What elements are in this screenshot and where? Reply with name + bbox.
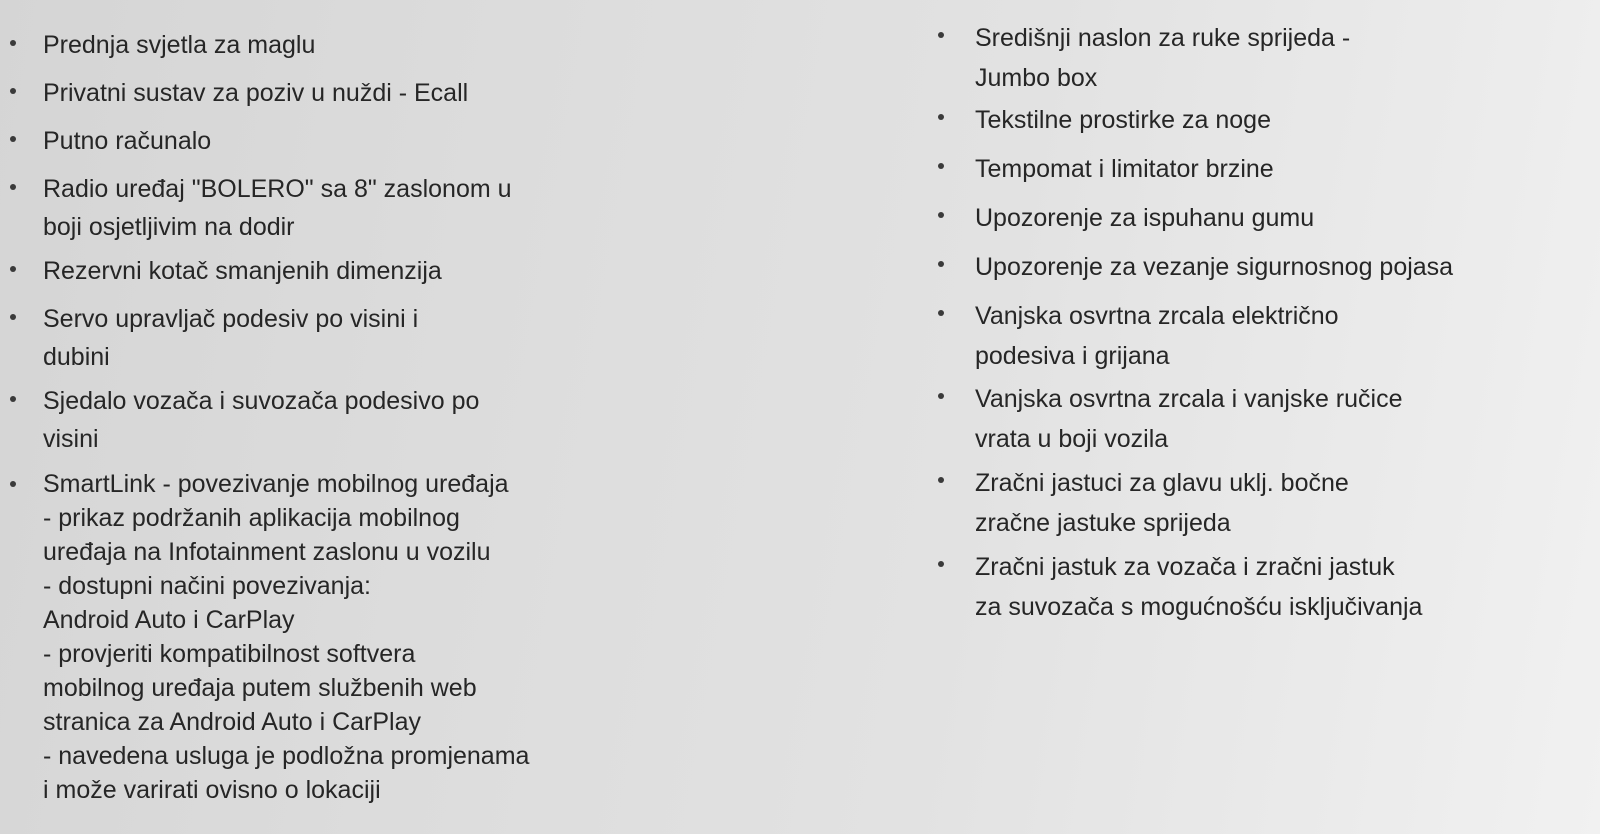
list-item-line: podesiva i grijana bbox=[975, 342, 1170, 370]
list-item-line: Vanjska osvrtna zrcala električno bbox=[975, 302, 1339, 330]
list-item-line: SmartLink - povezivanje mobilnog uređaja bbox=[43, 470, 509, 498]
bullet-icon bbox=[10, 136, 16, 142]
list-item-text bbox=[975, 18, 1350, 98]
bullet-icon bbox=[938, 561, 944, 567]
list-item-line: Android Auto i CarPlay bbox=[43, 606, 295, 634]
list-item-text bbox=[43, 300, 418, 376]
list-item-line: - navedena usluga je podložna promjenama bbox=[43, 742, 530, 770]
list-item-line: Servo upravljač podesiv po visini i bbox=[43, 305, 419, 333]
bullet-icon bbox=[938, 32, 944, 38]
bullet-icon bbox=[938, 114, 944, 120]
list-item-line: Upozorenje za ispuhanu gumu bbox=[975, 204, 1315, 232]
list-item-text bbox=[43, 382, 479, 458]
bullet-icon bbox=[938, 393, 944, 399]
list-item-line: Zračni jastuci za glavu uklj. bočne bbox=[975, 469, 1349, 497]
bullet-icon bbox=[938, 310, 944, 316]
list-item-line: Prednja svjetla za maglu bbox=[43, 31, 316, 59]
bullet-icon bbox=[10, 481, 16, 487]
list-item-line: Privatni sustav za poziv u nuždi - Ecall bbox=[43, 79, 469, 107]
list-item-line: - prikaz podržanih aplikacija mobilnog bbox=[43, 504, 460, 532]
list-item-text bbox=[975, 296, 1339, 376]
list-item-text bbox=[975, 198, 1314, 238]
list-item-line: mobilnog uređaja putem službenih web bbox=[43, 674, 477, 702]
bullet-icon bbox=[938, 212, 944, 218]
list-item-text bbox=[975, 379, 1403, 459]
list-item-line: Upozorenje za vezanje sigurnosnog pojasa bbox=[975, 253, 1454, 281]
list-item-line: uređaja na Infotainment zaslonu u vozilu bbox=[43, 538, 491, 566]
list-item-text bbox=[43, 170, 512, 246]
list-item-line: Središnji naslon za ruke sprijeda - bbox=[975, 24, 1351, 52]
list-item-text bbox=[975, 547, 1422, 627]
list-item-line: - provjeriti kompatibilnost softvera bbox=[43, 640, 416, 668]
bullet-icon bbox=[938, 477, 944, 483]
list-item-line: Zračni jastuk za vozača i zračni jastuk bbox=[975, 553, 1395, 581]
bullet-icon bbox=[10, 396, 16, 402]
list-item-line: zračne jastuke sprijeda bbox=[975, 509, 1231, 537]
list-item-text bbox=[43, 252, 442, 290]
list-item-line: Putno računalo bbox=[43, 127, 212, 155]
list-item-text bbox=[975, 247, 1453, 287]
list-item-line: dubini bbox=[43, 343, 110, 371]
bullet-icon bbox=[10, 88, 16, 94]
bullet-icon bbox=[938, 163, 944, 169]
list-item-line: Rezervni kotač smanjenih dimenzija bbox=[43, 257, 442, 285]
list-item-text bbox=[975, 100, 1271, 140]
list-item-line: vrata u boji vozila bbox=[975, 425, 1169, 453]
list-item-line: i može varirati ovisno o lokaciji bbox=[43, 776, 381, 804]
list-item-line: Sjedalo vozača i suvozača podesivo po bbox=[43, 387, 480, 415]
list-item-text bbox=[975, 463, 1349, 543]
list-item-line: boji osjetljivim na dodir bbox=[43, 213, 295, 241]
bullet-icon bbox=[938, 261, 944, 267]
bullet-icon bbox=[10, 314, 16, 320]
list-item-line: za suvozača s mogućnošću isključivanja bbox=[975, 593, 1423, 621]
list-item-line: - dostupni načini povezivanja: bbox=[43, 572, 371, 600]
list-item-text bbox=[43, 74, 468, 112]
list-item-line: stranica za Android Auto i CarPlay bbox=[43, 708, 421, 736]
list-item-line: Jumbo box bbox=[975, 64, 1098, 92]
list-item-text bbox=[43, 467, 529, 807]
bullet-icon bbox=[10, 184, 16, 190]
list-item-text bbox=[43, 26, 315, 64]
list-item-line: visini bbox=[43, 425, 99, 453]
list-item-line: Tekstilne prostirke za noge bbox=[975, 106, 1271, 134]
list-item-text bbox=[43, 122, 211, 160]
list-item-text bbox=[975, 149, 1274, 189]
bullet-icon bbox=[10, 40, 16, 46]
list-item-line: Radio uređaj "BOLERO" sa 8" zaslonom u bbox=[43, 175, 512, 203]
list-item-line: Vanjska osvrtna zrcala i vanjske ručice bbox=[975, 385, 1403, 413]
list-item-line: Tempomat i limitator brzine bbox=[975, 155, 1274, 183]
bullet-icon bbox=[10, 266, 16, 272]
